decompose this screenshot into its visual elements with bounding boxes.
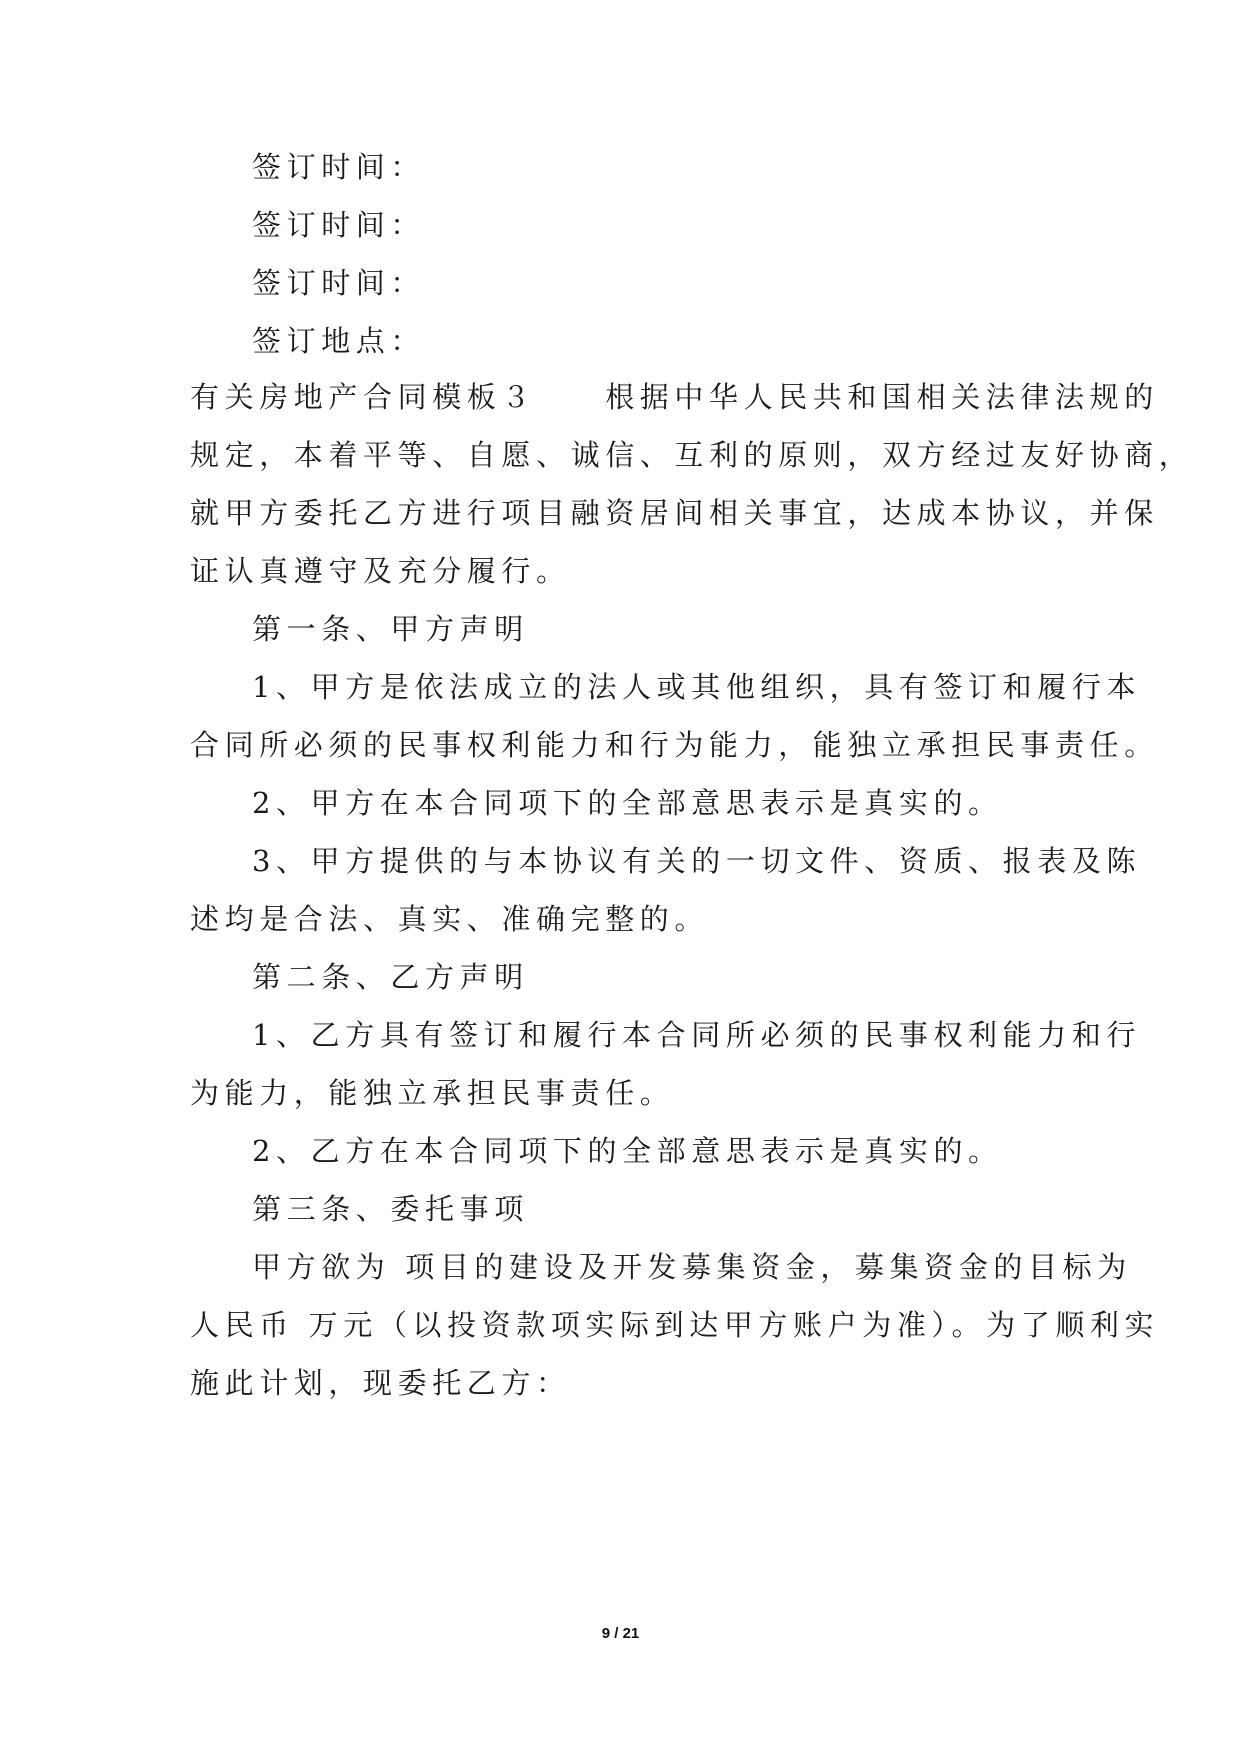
clause-line: 合同所必须的民事权利能力和行为能力，能独立承担民事责任。 (190, 728, 1159, 762)
paragraph-line: 人民币 万元（以投资款项实际到达甲方账户为准）。为了顺利实 (190, 1308, 1160, 1342)
paragraph-line: 就甲方委托乙方进行项目融资居间相关事宜，达成本协议，并保 (190, 496, 1159, 530)
paragraph-line: 施此计划，现委托乙方： (190, 1366, 571, 1400)
clause-line: 2、乙方在本合同项下的全部意思表示是真实的。 (252, 1134, 1003, 1168)
clause-line: 述均是合法、真实、准确完整的。 (190, 902, 710, 936)
section-heading-2: 第二条、乙方声明 (252, 960, 529, 994)
section-heading-1: 第一条、甲方声明 (252, 612, 529, 646)
paragraph-line: 甲方欲为 项目的建设及开发募集资金，募集资金的目标为 (252, 1250, 1132, 1284)
signing-place-line: 签订地点： (252, 324, 426, 358)
clause-line: 1、甲方是依法成立的法人或其他组织，具有签订和履行本 (252, 670, 1142, 704)
clause-line: 2、甲方在本合同项下的全部意思表示是真实的。 (252, 786, 1003, 820)
clause-line: 为能力，能独立承担民事责任。 (190, 1076, 675, 1110)
clause-line: 3、甲方提供的与本协议有关的一切文件、资质、报表及陈 (252, 844, 1142, 878)
page-number: 9 / 21 (601, 1625, 640, 1642)
paragraph-line: 证认真遵守及充分履行。 (190, 554, 571, 588)
template-title-paragraph-line: 有关房地产合同模板３ 根据中华人民共和国相关法律法规的 (190, 380, 1159, 414)
signing-time-line: 签订时间： (252, 208, 426, 242)
clause-line: 1、乙方具有签订和履行本合同所必须的民事权利能力和行 (252, 1018, 1142, 1052)
signing-time-line: 签订时间： (252, 150, 426, 184)
signing-time-line: 签订时间： (252, 266, 426, 300)
paragraph-line: 规定，本着平等、自愿、诚信、互利的原则，双方经过友好协商， (190, 438, 1194, 472)
section-heading-3: 第三条、委托事项 (252, 1192, 529, 1226)
